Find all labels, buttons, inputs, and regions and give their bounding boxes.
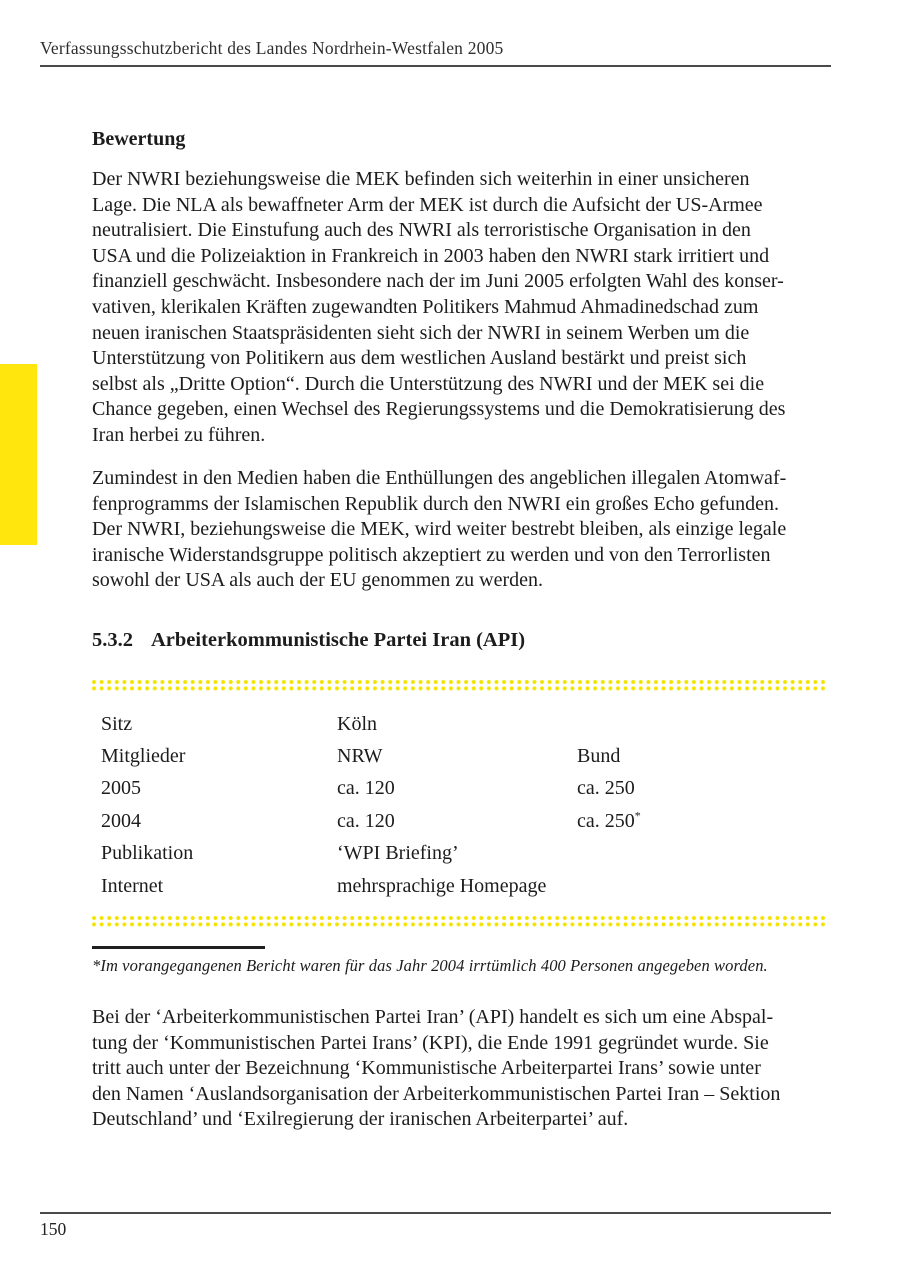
- section-heading-532: [92, 629, 828, 652]
- table-cell: ca. 250*: [577, 808, 641, 832]
- text-line: Bei der ‘Arbeiterkommunistischen Partei Iran’ (API) handelt es sich um eine Abspal-: [92, 1006, 774, 1028]
- table-row: [101, 870, 837, 902]
- text-line: fenprogramms der Islamischen Republik durch den NWRI ein großes Echo gefunden.: [92, 492, 780, 515]
- text-line: vativen, klerikalen Kräften zugewandten Politikers Mahmud Ahmadinedschad zum: [92, 295, 759, 318]
- paragraph-nwri-assessment: [92, 167, 828, 449]
- table-cell: Köln: [337, 712, 377, 735]
- text-line: tritt auch unter der Bezeichnung ‘Kommunistische Arbeiterpartei Irans’ sowie unter: [92, 1057, 761, 1080]
- text-line: den Namen ‘Auslandsorganisation der Arbeiterkommunistischen Partei Iran – Sektion: [92, 1082, 781, 1105]
- info-table: [92, 708, 837, 902]
- text-line: selbst als „Dritte Option“. Durch die Unterstützung des NWRI und der MEK sei die: [92, 372, 765, 395]
- table-cell: Bund: [577, 745, 621, 768]
- table-row: [101, 708, 837, 740]
- text-line: iranische Widerstandsgruppe politisch akzeptiert zu werden und von den Terrorlisten: [92, 543, 771, 566]
- text-line: Der NWRI, beziehungsweise die MEK, wird weiter bestrebt bleiben, als einzige legale: [92, 518, 787, 541]
- section-title: Arbeiterkommunistische Partei Iran (API): [151, 629, 526, 651]
- dotted-divider-top: [92, 680, 825, 692]
- footnote-rule: [92, 946, 265, 949]
- table-cell: NRW: [337, 745, 383, 768]
- footnote-text: *Im vorangegangenen Bericht waren für das Jahr 2004 irrtümlich 400 Personen angegeben worden.: [92, 956, 768, 975]
- paragraph-media-echo: [92, 466, 828, 594]
- table-cell: 2005: [101, 777, 141, 800]
- table-cell: mehrsprachige Homepage: [337, 874, 547, 897]
- table-cell: Internet: [101, 874, 164, 897]
- text-line: neutralisiert. Die Einstufung auch des NWRI als terroristische Organisation in den: [92, 219, 751, 242]
- table-row: [101, 805, 837, 837]
- table-row: [101, 838, 837, 870]
- paragraph-api-description: [92, 1005, 828, 1133]
- table-cell: ca. 120: [337, 777, 395, 800]
- text-line: Chance gegeben, einen Wechsel des Regierungssystems und die Demokratisierung des: [92, 398, 786, 421]
- table-cell: Sitz: [101, 712, 133, 735]
- text-line: neuen iranischen Staatspräsidenten sieht sich der NWRI in seinem Werben um die: [92, 321, 750, 344]
- text-line: Unterstützung von Politikern aus dem westlichen Ausland bestärkt und preist sich: [92, 347, 747, 370]
- text-line: USA und die Polizeiaktion in Frankreich in 2003 haben den NWRI stark irritiert und: [92, 244, 770, 267]
- table-cell: ca. 250: [577, 777, 635, 800]
- text-line: Lage. Die NLA als bewaffneter Arm der MEK ist durch die Aufsicht der US-Armee: [92, 193, 763, 216]
- footnote-asterisk: *: [634, 808, 641, 823]
- header-rule: [40, 65, 831, 67]
- section-number: 5.3.2: [92, 629, 133, 651]
- text-line: Der NWRI beziehungsweise die MEK befinden sich weiterhin in einer unsicheren: [92, 168, 750, 190]
- bewertung-heading: Bewertung: [92, 128, 186, 150]
- text-line: Zumindest in den Medien haben die Enthüllungen des angeblichen illegalen Atomwaf-: [92, 467, 787, 489]
- running-header: Verfassungsschutzbericht des Landes Nordrhein-Westfalen 2005: [40, 38, 504, 58]
- table-row: [101, 740, 837, 772]
- footer-rule: [40, 1212, 831, 1214]
- text-line: sowohl der USA als auch der EU genommen zu werden.: [92, 569, 543, 592]
- dotted-divider-bottom: [92, 916, 825, 928]
- page-number: 150: [40, 1219, 67, 1239]
- text-line: tung der ‘Kommunistischen Partei Irans’ (KPI), die Ende 1991 gegründet wurde. Sie: [92, 1031, 769, 1054]
- text-line: Iran herbei zu führen.: [92, 423, 266, 446]
- text-line: finanziell geschwächt. Insbesondere nach der im Juni 2005 erfolgten Wahl des konser-: [92, 270, 784, 293]
- text-line: Deutschland’ und ‘Exilregierung der iranischen Arbeiterpartei’ auf.: [92, 1108, 629, 1131]
- table-cell: ca. 120: [337, 809, 395, 832]
- yellow-highlight-marker: [0, 364, 37, 545]
- table-cell: Publikation: [101, 842, 194, 865]
- table-cell: ‘WPI Briefing’: [337, 842, 459, 865]
- table-cell: Mitglieder: [101, 745, 186, 768]
- table-row: [101, 773, 837, 805]
- table-cell: 2004: [101, 809, 141, 832]
